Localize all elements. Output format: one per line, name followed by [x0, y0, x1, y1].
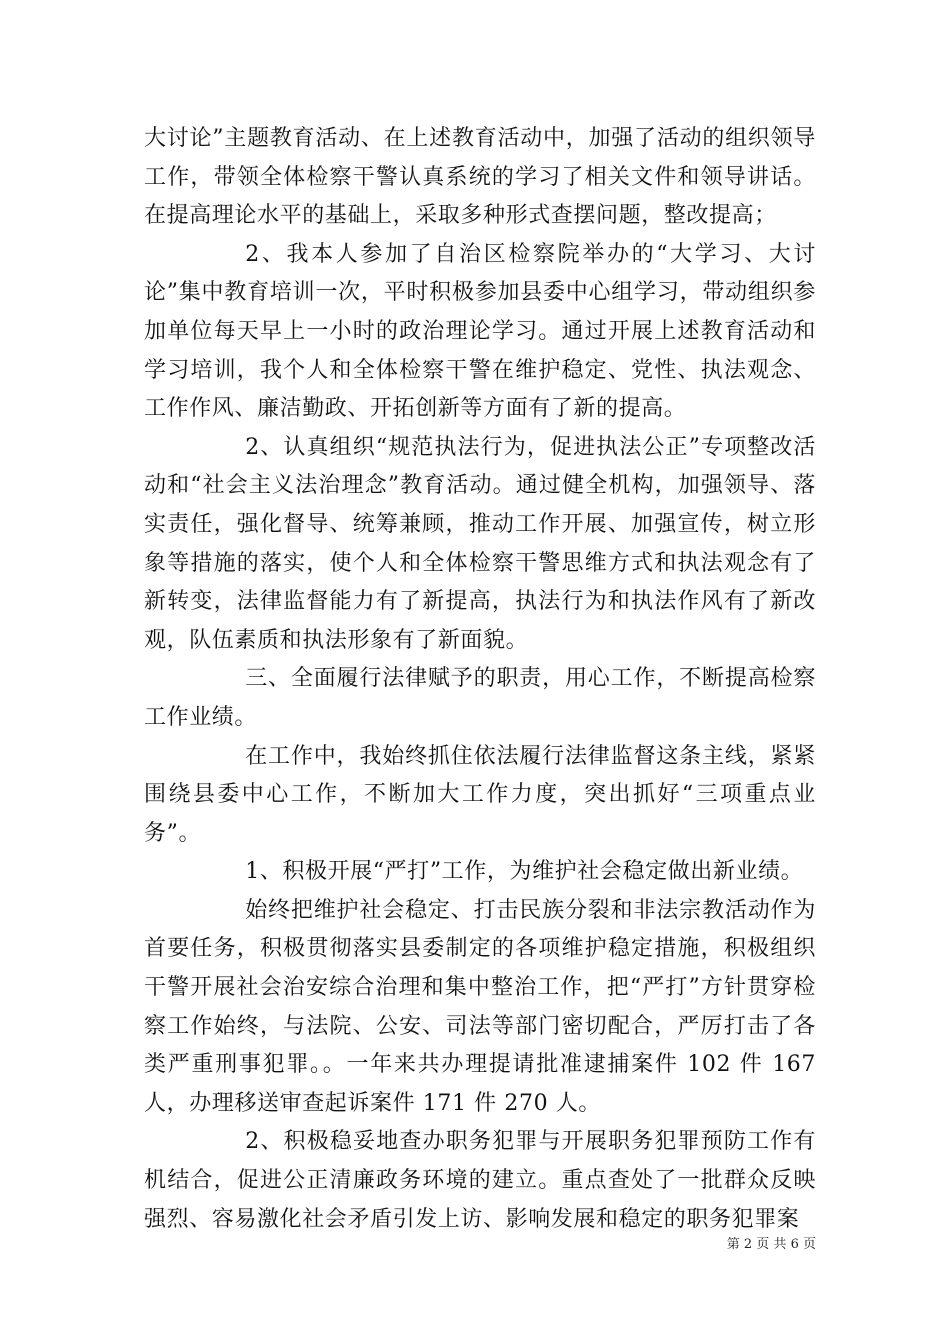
- footer-suffix: 页: [798, 1237, 816, 1252]
- paragraph-7: 始终把维护社会稳定、打击民族分裂和非法宗教活动作为首要任务，积极贯彻落实县委制定的各项维护稳定措施，积极组织干警开展社会治安综合治理和集中整治工作，把“严打”方针贯穿检察工作始终，与法院、公安、司法等部门密切配合，严厉打击了各类严重刑事犯罪。。一年来共办理提请批准逮捕案件 102 件 167 人，办理移送审查起诉案件 171 件 270 人。: [144, 897, 816, 1116]
- paragraph-8: 2、积极稳妥地查办职务犯罪与开展职务犯罪预防工作有机结合，促进公正清廉政务环境的建立。重点查处了一批群众反映强烈、容易激化社会矛盾引发上访、影响发展和稳定的职务犯罪案: [144, 1129, 816, 1232]
- current-page-number: 2: [743, 1237, 753, 1252]
- paragraph-3: 2、认真组织“规范执法行为，促进执法公正”专项整改活动和“社会主义法治理念”教育活动。通过健全机构，加强领导、落实责任，强化督导、统筹兼顾，推动工作开展、加强宣传，树立形象等措施的落实，使个人和全体检察干警思维方式和执法观念有了新转变，法律监督能力有了新提高，执法行为和执法作风有了新改观，队伍素质和执法形象有了新面貌。: [144, 434, 816, 653]
- footer-middle: 页 共: [752, 1237, 791, 1252]
- paragraph-6: 1、积极开展“严打”工作，为维护社会稳定做出新业绩。: [245, 859, 804, 885]
- body-text: [144, 120, 816, 1239]
- total-pages-number: 6: [790, 1237, 799, 1252]
- paragraph-5: 在工作中，我始终抓住依法履行法律监督这条主线，紧紧围绕县委中心工作，不断加大工作力度，突出抓好“三项重点业务”。: [144, 743, 816, 846]
- page-number-footer: [600, 1236, 816, 1254]
- section-heading-3: 三、全面履行法律赋予的职责，用心工作，不断提高检察工作业绩。: [144, 666, 816, 730]
- paragraph-2: 2、我本人参加了自治区检察院举办的“大学习、大讨论”集中教育培训一次，平时积极参加县委中心组学习，带动组织参加单位每天早上一小时的政治理论学习。通过开展上述教育活动和学习培训，我个人和全体检察干警在维护稳定、党性、执法观念、工作作风、廉洁勤政、开拓创新等方面有了新的提高。: [144, 241, 816, 422]
- footer-prefix: 第: [726, 1237, 744, 1252]
- paragraph-1: 大讨论”主题教育活动、在上述教育活动中，加强了活动的组织领导工作，带领全体检察干警认真系统的学习了相关文件和领导讲话。在提高理论水平的基础上，采取多种形式查摆问题，整改提高；: [144, 126, 816, 229]
